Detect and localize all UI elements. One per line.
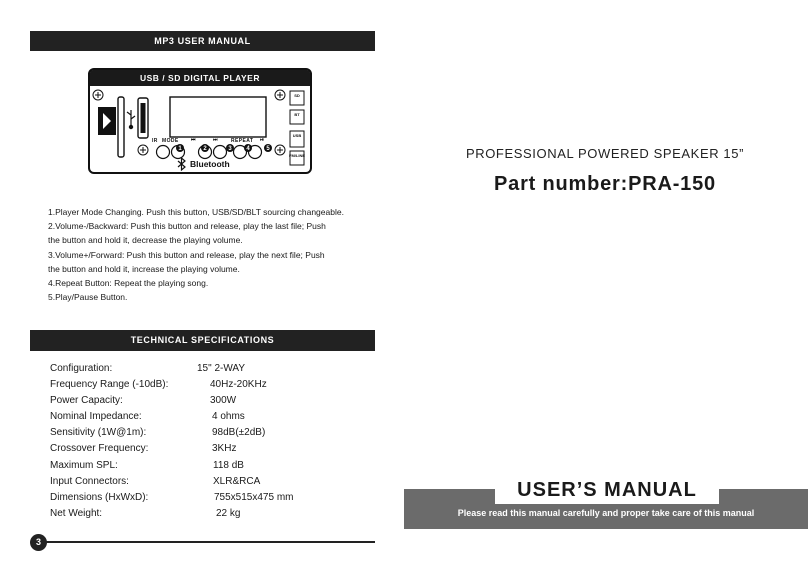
spec-row [50, 458, 370, 474]
spec-label: Maximum SPL: [50, 459, 118, 471]
player-panel-title: USB / SD DIGITAL PLAYER [90, 70, 310, 86]
spec-value: 40Hz-20KHz [210, 379, 267, 391]
spec-label: Configuration: [50, 363, 113, 374]
badge-label: FM/LINE [289, 153, 305, 158]
spec-row [50, 474, 370, 490]
ir-label: IR [152, 138, 158, 144]
instruction-line: 1.Player Mode Changing. Push this button, USB/SD/BLT sourcing changeable. [48, 207, 344, 217]
repeat-label: REPEAT [231, 138, 254, 144]
spec-label: Dimensions (HxWxD): [50, 491, 149, 503]
spec-value: 22 kg [216, 507, 241, 519]
bluetooth-icon [178, 158, 185, 170]
spec-row [50, 425, 370, 441]
instruction-line: 5.Play/Pause Button. [48, 292, 128, 303]
instruction-line: 3.Volume+/Forward: Push this button and release, play the next file; Push [48, 249, 325, 260]
spec-value: 118 dB [213, 459, 244, 471]
mp3-manual-header: MP3 USER MANUAL [30, 31, 375, 51]
next-label: ⏭ [213, 137, 218, 143]
spec-value: 755x515x475 mm [214, 491, 294, 503]
spec-value: 4 ohms [212, 411, 245, 423]
instruction-line: the button and hold it, increase the playing volume. [48, 263, 240, 274]
play-pause-label: ⏯ [260, 137, 265, 143]
button-number: 4 [246, 146, 250, 153]
spec-row [50, 490, 370, 506]
page-number: 3 [30, 534, 47, 551]
spec-label: Frequency Range (-10dB): [50, 379, 169, 391]
display-screen [170, 97, 266, 137]
tech-spec-header: TECHNICAL SPECIFICATIONS [30, 330, 375, 351]
badge-label: USB [292, 133, 302, 138]
spec-value: XLR&RCA [213, 475, 261, 487]
instruction-line: 4.Repeat Button: Repeat the playing song. [48, 278, 209, 289]
spec-row [50, 506, 370, 522]
manual-title: USER’S MANUAL [495, 476, 719, 504]
button-number: 2 [203, 146, 207, 153]
spec-value: 98dB(±2dB) [212, 427, 266, 439]
player-panel-graphic [90, 70, 310, 172]
spec-label: Power Capacity: [50, 395, 123, 407]
button-number: 1 [178, 146, 182, 153]
spec-row [50, 393, 370, 409]
spec-row [50, 377, 370, 393]
spec-value: 15" 2-WAY [197, 363, 246, 374]
button-number: 5 [266, 146, 270, 153]
product-subtitle: PROFESSIONAL POWERED SPEAKER 15” [465, 146, 745, 161]
part-number: Part number:PRA-150 [494, 173, 716, 195]
player-panel-illustration [88, 68, 312, 174]
spec-value: 300W [210, 395, 237, 407]
instruction-line: 2.Volume-/Backward: Push this button and release, play the last file; Push [48, 221, 326, 232]
spec-label: Input Connectors: [50, 475, 129, 487]
usb-icon [127, 110, 135, 129]
mode-label: MODE [162, 138, 179, 144]
footer-rule [45, 541, 375, 543]
badge-label: BT [294, 112, 300, 117]
instructions [48, 205, 368, 304]
button-number: 3 [228, 146, 232, 153]
manual-note: Please read this manual carefully and proper take care of this manual [457, 508, 755, 518]
bluetooth-label: Bluetooth [190, 159, 230, 169]
instruction-line: the button and hold it, decrease the playing volume. [48, 235, 243, 246]
spec-row [50, 441, 370, 457]
spec-value: 3KHz [212, 443, 237, 455]
prev-label: ⏮ [191, 137, 196, 143]
spec-table [50, 361, 370, 522]
spec-label: Nominal Impedance: [50, 411, 142, 423]
spec-row [50, 361, 370, 377]
spec-row [50, 409, 370, 425]
spec-label: Sensitivity (1W@1m): [50, 427, 147, 439]
sd-card-slot [118, 97, 124, 157]
spec-label: Net Weight: [50, 507, 103, 519]
usb-port-inner [141, 103, 146, 133]
badge-label: SD [294, 93, 300, 98]
spec-label: Crossover Frequency: [50, 443, 149, 455]
